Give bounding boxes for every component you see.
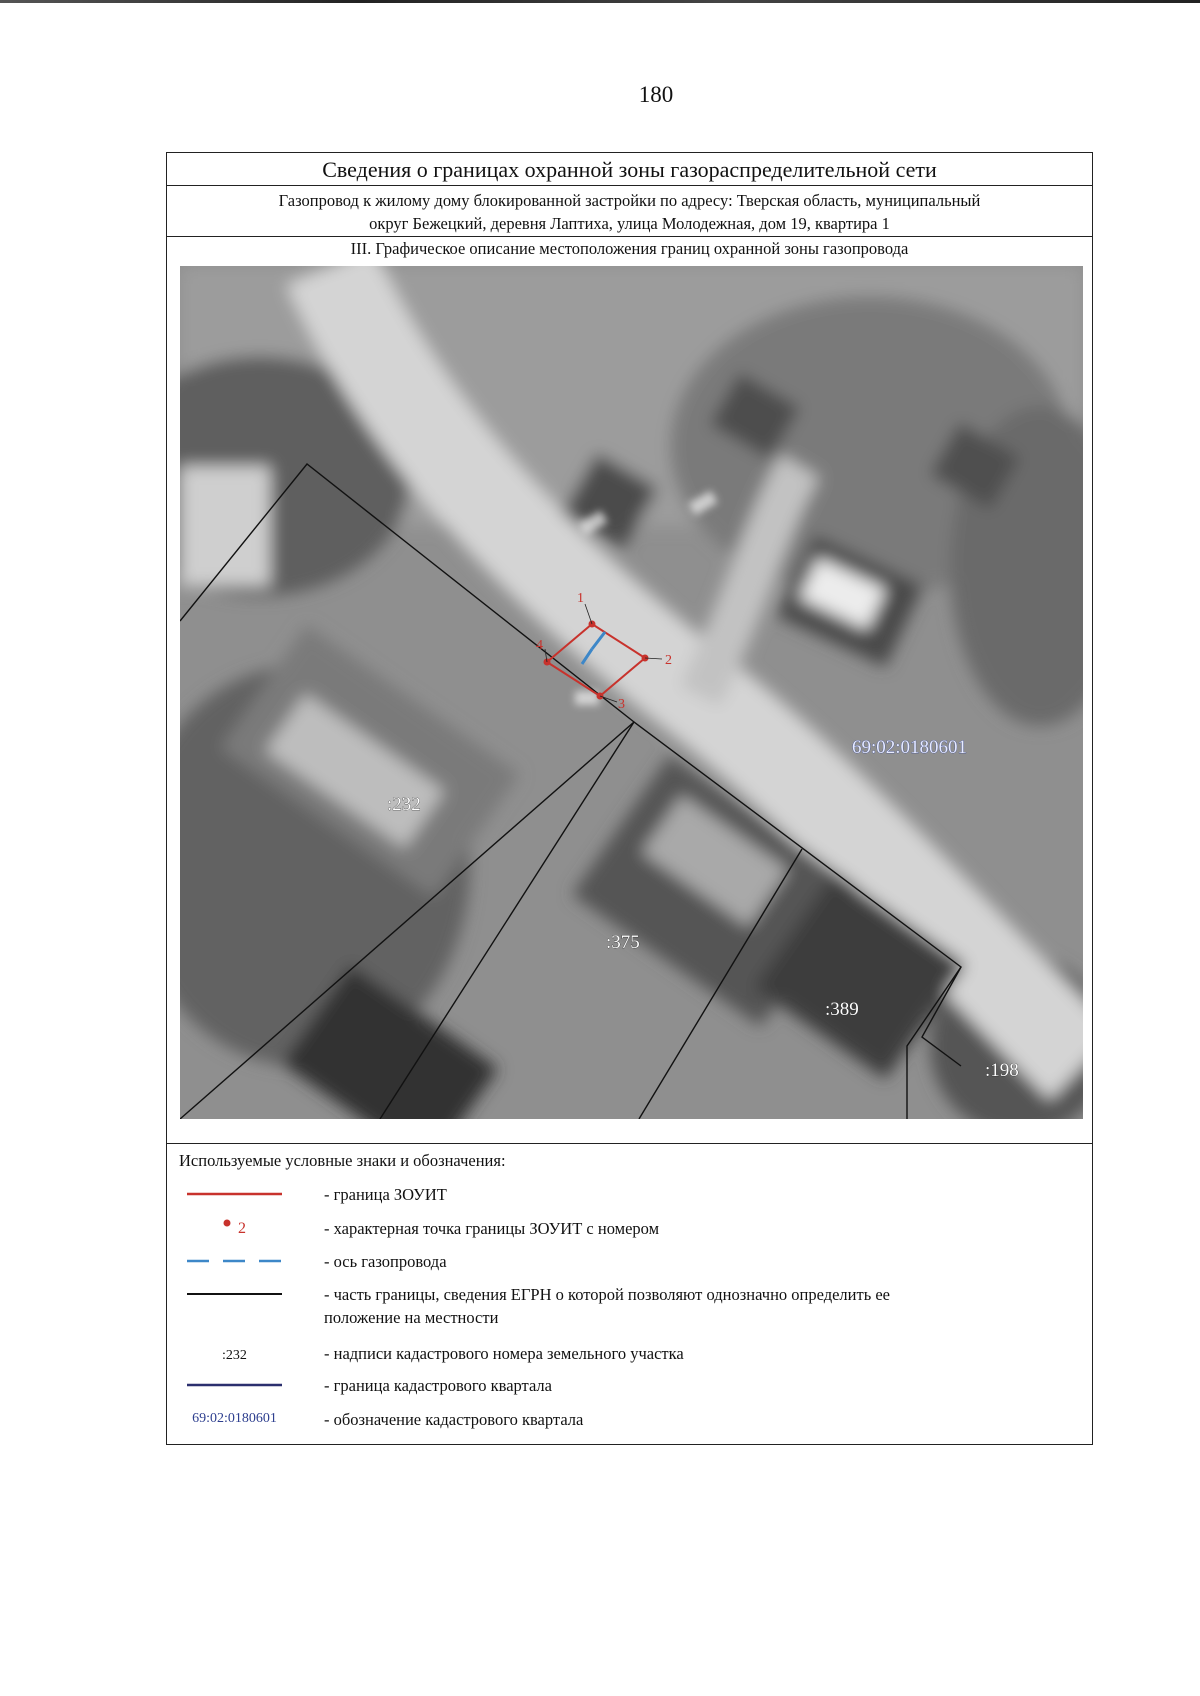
- blue-dash-icon: [187, 1248, 282, 1274]
- document-frame: [166, 152, 1093, 1445]
- parcel-label-232: :232: [387, 794, 421, 815]
- map-canvas: [180, 266, 1083, 1119]
- point-label-1: 1: [577, 591, 584, 606]
- subtitle-line-2: округ Бежецкий, деревня Лаптиха, улица Молодежная, дом 19, квартира 1: [369, 214, 890, 233]
- legend-text: [324, 1283, 1044, 1329]
- legend-quarter-label-sample: 69:02:0180601: [192, 1411, 277, 1426]
- point-label-3: 3: [618, 697, 625, 712]
- navy-line-icon: [187, 1372, 282, 1398]
- red-point-icon: [187, 1215, 282, 1241]
- legend-heading: Используемые условные знаки и обозначения:: [179, 1151, 506, 1170]
- black-line-icon: [187, 1281, 282, 1307]
- point-label-2: 2: [665, 653, 672, 668]
- legend-text: - граница ЗОУИТ: [324, 1185, 447, 1204]
- legend-text: - граница кадастрового квартала: [324, 1376, 552, 1395]
- quarter-label: 69:02:0180601: [852, 737, 968, 758]
- legend-text: - надписи кадастрового номера земельного участка: [324, 1344, 684, 1363]
- top-rule: [0, 0, 1200, 3]
- section-heading: III. Графическое описание местоположения границ охранной зоны газопровода: [350, 239, 909, 258]
- legend-point-number: 2: [238, 1220, 246, 1237]
- point-label-4: 4: [536, 638, 543, 653]
- legend-text: - ось газопровода: [324, 1252, 447, 1271]
- page-number: 180: [638, 82, 674, 107]
- parcel-label-389: :389: [825, 999, 859, 1020]
- legend-text-line-1: - часть границы, сведения ЕГРН о которой позволяют однозначно определить ее: [324, 1285, 890, 1304]
- legend-text: - обозначение кадастрового квартала: [324, 1410, 584, 1429]
- map-view[interactable]: [180, 266, 1083, 1119]
- legend-separator: [167, 1143, 1092, 1144]
- document-title: Сведения о границах охранной зоны газораспределительной сети: [167, 153, 1092, 186]
- parcel-label-198: :198: [985, 1060, 1019, 1081]
- document-subtitle: [167, 186, 1092, 237]
- subtitle-line-1: Газопровод к жилому дому блокированной застройки по адресу: Тверская область, муниципальный: [278, 191, 981, 210]
- red-line-icon: [187, 1181, 282, 1207]
- legend-text-line-2: положение на местности: [324, 1308, 499, 1327]
- parcel-label-375: :375: [606, 932, 640, 953]
- legend-text: - характерная точка границы ЗОУИТ с номером: [324, 1219, 660, 1238]
- legend-parcel-label-sample: :232: [222, 1348, 247, 1363]
